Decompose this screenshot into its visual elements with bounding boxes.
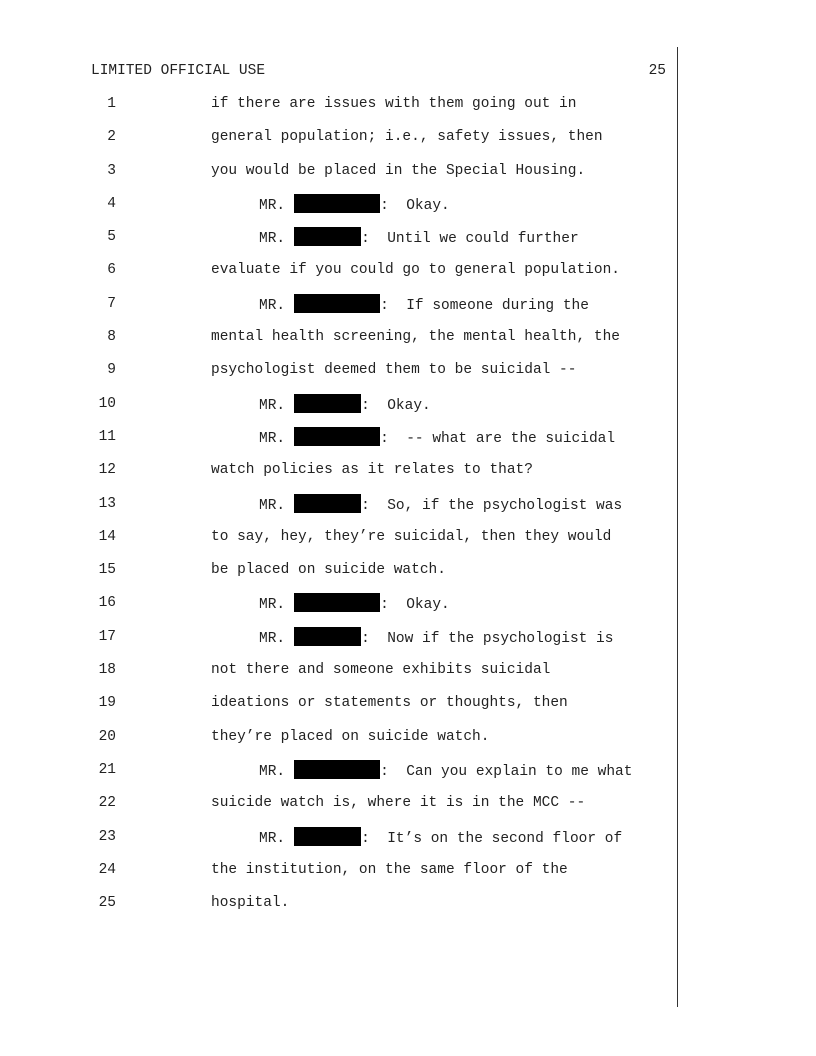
line-text: you would be placed in the Special Housing. bbox=[211, 162, 586, 179]
line-number: 8 bbox=[107, 329, 116, 346]
transcript-line bbox=[0, 559, 816, 592]
transcript-line bbox=[0, 859, 816, 892]
line-text: not there and someone exhibits suicidal bbox=[211, 662, 551, 679]
redaction-bar bbox=[294, 494, 361, 513]
transcript-line bbox=[0, 226, 816, 259]
redaction-bar bbox=[294, 194, 380, 213]
transcript-line bbox=[0, 459, 816, 492]
transcript-lines bbox=[0, 93, 816, 925]
line-number: 16 bbox=[98, 595, 116, 612]
transcript-line bbox=[0, 726, 816, 759]
speaker-label: MR. bbox=[259, 231, 286, 248]
transcript-line bbox=[0, 493, 816, 526]
transcript-line bbox=[0, 193, 816, 226]
speaker-line bbox=[259, 593, 450, 615]
speaker-label: MR. bbox=[259, 497, 286, 514]
speaker-line bbox=[259, 194, 450, 216]
line-number: 15 bbox=[98, 562, 116, 579]
redaction-bar bbox=[294, 627, 361, 646]
transcript-line bbox=[0, 326, 816, 359]
line-text: general population; i.e., safety issues, then bbox=[211, 129, 603, 146]
transcript-line bbox=[0, 259, 816, 292]
speaker-label: MR. bbox=[259, 297, 286, 314]
speaker-line bbox=[259, 760, 632, 782]
line-text: hospital. bbox=[211, 895, 290, 912]
line-number: 10 bbox=[98, 395, 116, 412]
speaker-line bbox=[259, 394, 431, 416]
speech-text: : If someone during the bbox=[380, 297, 589, 314]
speech-text: : It’s on the second floor of bbox=[361, 830, 623, 847]
transcript-line bbox=[0, 126, 816, 159]
redaction-bar bbox=[294, 427, 380, 446]
line-number: 3 bbox=[107, 162, 116, 179]
speaker-line bbox=[259, 494, 622, 516]
classification-header: LIMITED OFFICIAL USE bbox=[91, 63, 266, 79]
transcript-line bbox=[0, 692, 816, 725]
transcript-line bbox=[0, 393, 816, 426]
line-number: 20 bbox=[98, 728, 116, 745]
line-text: watch policies as it relates to that? bbox=[211, 462, 533, 479]
line-number: 4 bbox=[107, 195, 116, 212]
line-number: 11 bbox=[98, 428, 116, 445]
transcript-line bbox=[0, 426, 816, 459]
redaction-bar bbox=[294, 760, 380, 779]
redaction-bar bbox=[294, 394, 361, 413]
speaker-label: MR. bbox=[259, 430, 286, 447]
speaker-label: MR. bbox=[259, 763, 286, 780]
transcript-line bbox=[0, 526, 816, 559]
line-number: 24 bbox=[98, 861, 116, 878]
line-number: 22 bbox=[98, 795, 116, 812]
speech-text: : -- what are the suicidal bbox=[380, 430, 616, 447]
line-number: 9 bbox=[107, 362, 116, 379]
transcript-line bbox=[0, 826, 816, 859]
line-text: be placed on suicide watch. bbox=[211, 562, 446, 579]
redaction-bar bbox=[294, 294, 380, 313]
line-number: 18 bbox=[98, 662, 116, 679]
speaker-label: MR. bbox=[259, 397, 286, 414]
transcript-line bbox=[0, 892, 816, 925]
transcript-line bbox=[0, 592, 816, 625]
line-text: they’re placed on suicide watch. bbox=[211, 728, 490, 745]
line-number: 17 bbox=[98, 628, 116, 645]
speaker-label: MR. bbox=[259, 597, 286, 614]
line-number: 25 bbox=[98, 895, 116, 912]
redaction-bar bbox=[294, 593, 380, 612]
speech-text: : Can you explain to me what bbox=[380, 763, 633, 780]
line-number: 5 bbox=[107, 229, 116, 246]
redaction-bar bbox=[294, 227, 361, 246]
transcript-line bbox=[0, 160, 816, 193]
speaker-line bbox=[259, 294, 589, 316]
line-number: 7 bbox=[107, 295, 116, 312]
transcript-line bbox=[0, 93, 816, 126]
transcript-line bbox=[0, 293, 816, 326]
line-number: 23 bbox=[98, 828, 116, 845]
redaction-bar bbox=[294, 827, 361, 846]
speech-text: : So, if the psychologist was bbox=[361, 497, 623, 514]
speaker-label: MR. bbox=[259, 197, 286, 214]
line-text: to say, hey, they’re suicidal, then they would bbox=[211, 528, 612, 545]
speech-text: : Now if the psychologist is bbox=[361, 630, 614, 647]
speaker-label: MR. bbox=[259, 630, 286, 647]
line-number: 12 bbox=[98, 462, 116, 479]
speech-text: : Okay. bbox=[361, 397, 431, 414]
line-text: if there are issues with them going out in bbox=[211, 96, 577, 112]
line-number: 13 bbox=[98, 495, 116, 512]
line-number: 1 bbox=[107, 96, 116, 112]
speaker-line bbox=[259, 627, 613, 649]
line-number: 6 bbox=[107, 262, 116, 279]
speech-text: : Until we could further bbox=[361, 231, 579, 248]
line-text: ideations or statements or thoughts, then bbox=[211, 695, 568, 712]
transcript-line bbox=[0, 659, 816, 692]
transcript-line bbox=[0, 626, 816, 659]
transcript-line bbox=[0, 759, 816, 792]
transcript-line bbox=[0, 359, 816, 392]
transcript-line bbox=[0, 792, 816, 825]
page-number: 25 bbox=[648, 63, 666, 79]
speaker-line bbox=[259, 827, 622, 849]
line-text: mental health screening, the mental health, the bbox=[211, 329, 620, 346]
line-text: the institution, on the same floor of the bbox=[211, 861, 568, 878]
line-text: evaluate if you could go to general population. bbox=[211, 262, 620, 279]
line-text: suicide watch is, where it is in the MCC -- bbox=[211, 795, 586, 812]
line-number: 14 bbox=[98, 528, 116, 545]
speaker-line bbox=[259, 227, 579, 249]
speech-text: : Okay. bbox=[380, 597, 450, 614]
line-text: psychologist deemed them to be suicidal -- bbox=[211, 362, 577, 379]
line-number: 21 bbox=[98, 761, 116, 778]
line-number: 2 bbox=[107, 129, 116, 146]
speaker-label: MR. bbox=[259, 830, 286, 847]
speech-text: : Okay. bbox=[380, 197, 450, 214]
speaker-line bbox=[259, 427, 615, 449]
line-number: 19 bbox=[98, 695, 116, 712]
